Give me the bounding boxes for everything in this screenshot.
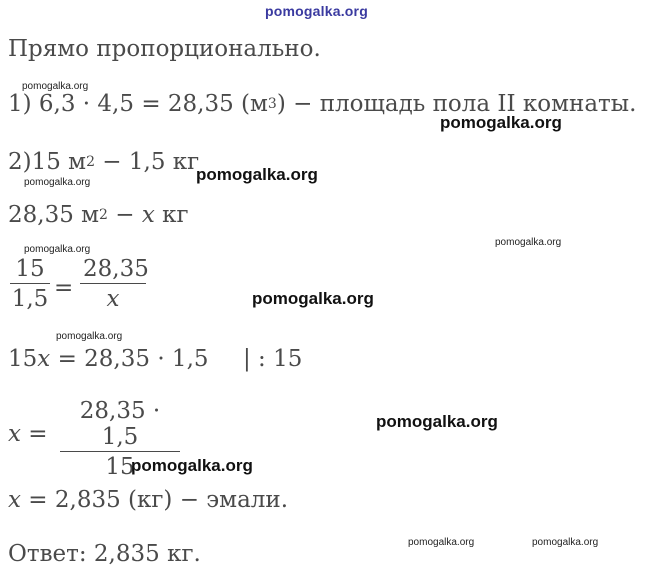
solution-line-3: [8, 202, 189, 228]
line5-prefix: 15: [8, 346, 38, 372]
answer: Ответ: 2,835 кг.: [8, 541, 201, 567]
solution-line-2: [8, 149, 199, 175]
line6-denominator: 15: [105, 454, 135, 480]
line3-dash: −: [107, 202, 142, 228]
line6-equals: =: [20, 421, 48, 447]
heading: Прямо пропорционально.: [8, 36, 321, 62]
watermark: pomogalka.org: [252, 289, 374, 308]
line5-variable: x: [37, 346, 51, 372]
watermark: pomogalka.org: [495, 237, 562, 248]
watermark: pomogalka.org: [408, 537, 475, 548]
watermark: pomogalka.org: [376, 412, 498, 431]
line3-variable: x: [141, 202, 155, 228]
line3-exponent: 2: [99, 207, 108, 223]
line1-prefix: 1) 6,3 · 4,5 = 28,35 (м: [8, 91, 268, 117]
line2-exponent: 2: [86, 154, 95, 170]
right-fraction-bar: [80, 283, 146, 284]
left-denominator: 1,5: [11, 286, 49, 312]
solution-line-5: [8, 346, 209, 372]
solution-line-7: [8, 487, 288, 513]
watermark: pomogalka.org: [22, 81, 89, 92]
watermark: pomogalka.org: [56, 331, 123, 342]
left-fraction-bar: [10, 283, 50, 284]
watermark: pomogalka.org: [24, 177, 91, 188]
line6-variable: x: [8, 421, 21, 447]
line6-numerator: 28,35 · 1,5: [79, 398, 161, 450]
line6-fraction-bar: [60, 451, 180, 452]
watermark-top-link: pomogalka.org: [265, 3, 368, 19]
watermark: pomogalka.org: [131, 456, 253, 475]
proportion-right-fraction: [80, 256, 149, 312]
solution-line-6: [8, 421, 48, 447]
watermark: pomogalka.org: [24, 244, 91, 255]
proportion-left-fraction: [10, 256, 50, 312]
line3-prefix: 28,35 м: [8, 202, 100, 228]
proportion-equals: =: [54, 275, 74, 301]
line5-divider: | : 15: [243, 346, 303, 372]
watermark: pomogalka.org: [440, 113, 562, 132]
line2-prefix: 2)15 м: [8, 149, 87, 175]
line1-exponent: 3: [267, 96, 277, 112]
right-denominator: x: [106, 286, 120, 312]
watermark: pomogalka.org: [532, 537, 599, 548]
right-numerator: 28,35: [83, 256, 149, 282]
line5-mid: = 28,35 · 1,5: [50, 346, 209, 372]
line7-variable: x: [8, 487, 21, 513]
left-numerator: 15: [15, 256, 45, 282]
line7-text: = 2,835 (кг) − эмали.: [20, 487, 289, 513]
line3-suffix: кг: [154, 202, 189, 228]
line1-suffix: ) − площадь пола II комнаты.: [276, 91, 637, 117]
line2-suffix: − 1,5 кг: [95, 149, 200, 175]
watermark: pomogalka.org: [196, 165, 318, 184]
